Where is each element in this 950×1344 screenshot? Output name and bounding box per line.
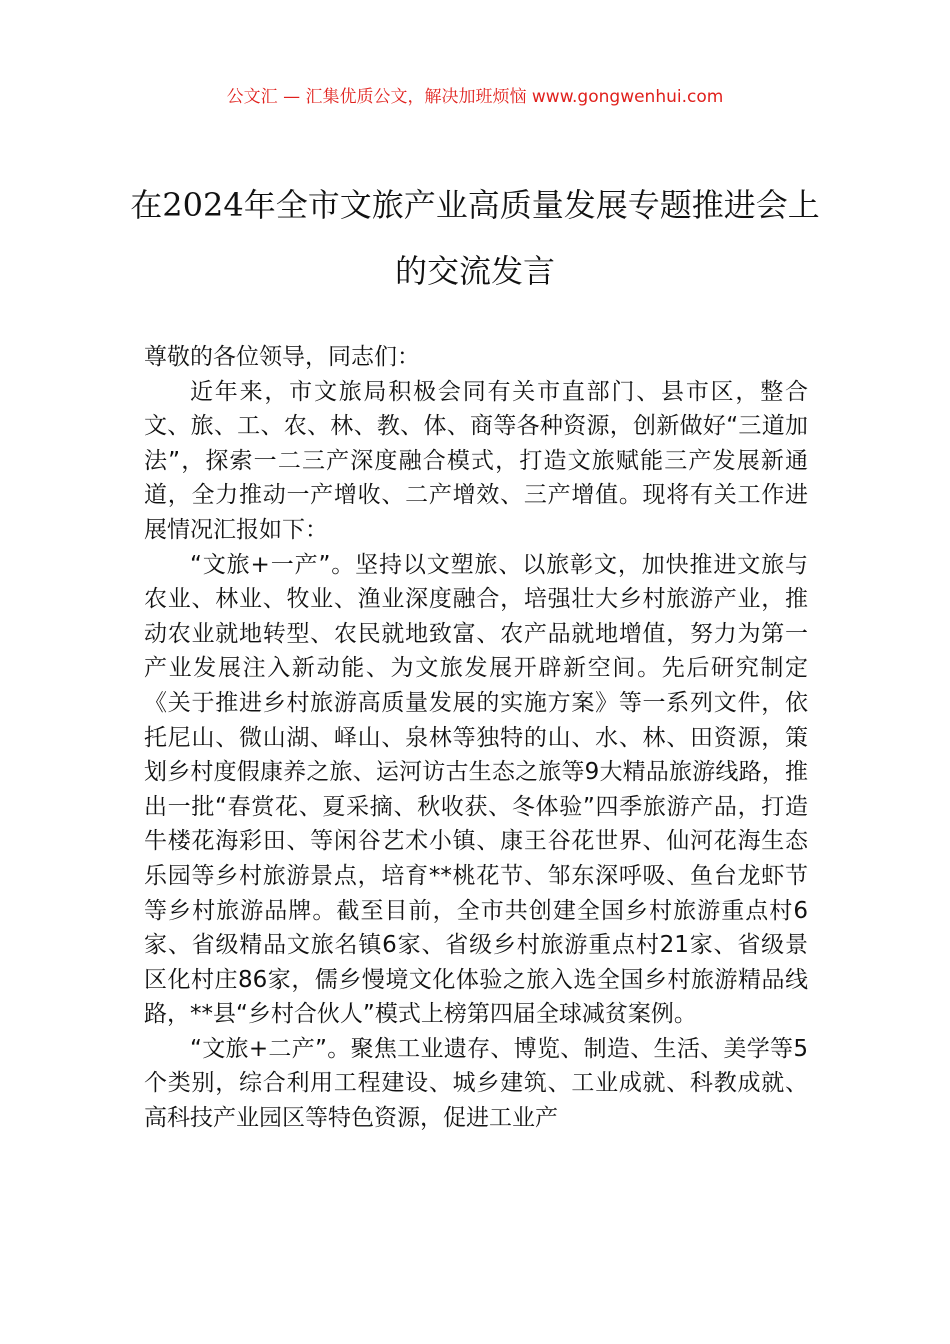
paragraph-culture-tourism-secondary-industry: “文旅+二产”。聚焦工业遗存、博览、制造、生活、美学等5个类别，综合利用工程建设、城乡建筑、工业成就、科教成就、高科技产业园区等特色资源，促进工业产 bbox=[144, 1035, 808, 1132]
document-title: 在2024年全市文旅产业高质量发展专题推进会上的交流发言 bbox=[130, 186, 820, 290]
document-body bbox=[144, 340, 808, 1136]
paragraph-culture-tourism-primary-industry: “文旅+一产”。坚持以文塑旅、以旅彰文，加快推进文旅与农业、林业、牧业、渔业深度融合，培强壮大乡村旅游产业，推动农业就地转型、农民就地致富、农产品就地增值，努力为第一产业发展注入新动能、为文旅发展开辟新空间。先后研究制定《关于推进乡村旅游高质量发展的实施方案》等一系列文件，依托尼山、微山湖、峄山、泉林等独特的山、水、林、田资源，策划乡村度假康养之旅、运河访古生态之旅等9大精品旅游线路，推出一批“春赏花、夏采摘、秋收获、冬体验”四季旅游产品，打造牛楼花海彩田、等闲谷艺术小镇、康王谷花世界、仙河花海生态乐园等乡村旅游景点，培育**桃花节、邹东深呼吸、鱼台龙虾节等乡村旅游品牌。截至目前，全市共创建全国乡村旅游重点村6家、省级精品文旅名镇6家、省级乡村旅游重点村21家、省级景区化村庄86家，儒乡慢境文化体验之旅入选全国乡村旅游精品线路，**县“乡村合伙人”模式上榜第四届全球减贫案例。 bbox=[144, 551, 808, 1028]
header-banner[interactable]: 公文汇 — 汇集优质公文，解决加班烦恼 www.gongwenhui.com bbox=[226, 87, 724, 107]
salutation: 尊敬的各位领导，同志们： bbox=[144, 344, 420, 370]
paragraph-intro: 近年来，市文旅局积极会同有关市直部门、县市区，整合文、旅、工、农、林、教、体、商等各种资源，创新做好“三道加法”，探索一二三产深度融合模式，打造文旅赋能三产发展新通道，全力推动一产增收、二产增效、三产增值。现将有关工作进展情况汇报如下： bbox=[144, 378, 808, 543]
